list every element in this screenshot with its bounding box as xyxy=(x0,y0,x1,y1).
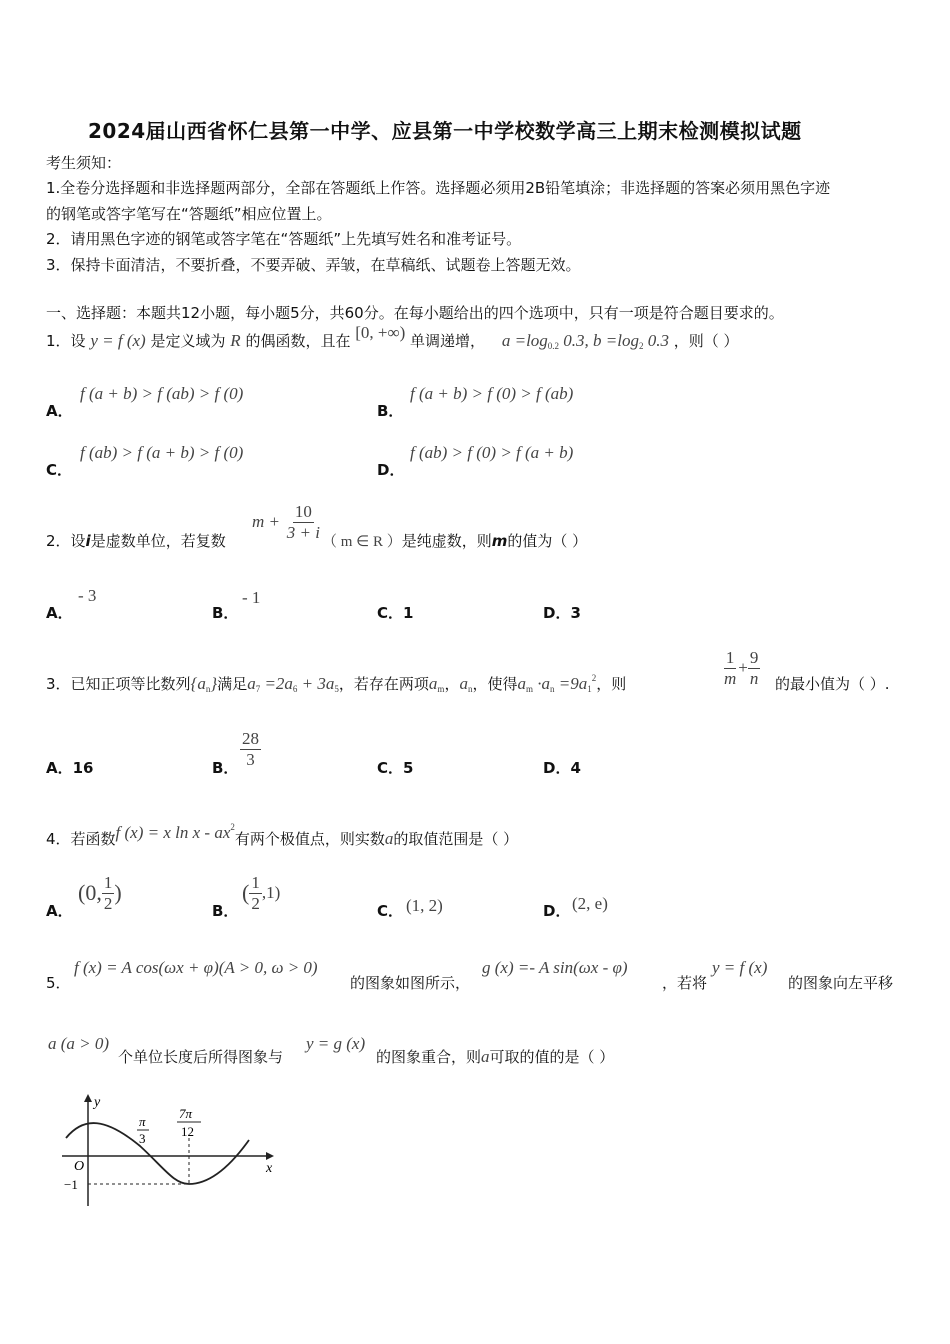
q4-option-d-label: D． xyxy=(543,902,571,920)
q3-recurrence: $a_7 =2a_6 + 3a_5$ xyxy=(247,674,339,694)
q3-option-d: D．4 xyxy=(543,759,581,777)
tick1-denominator: 3 xyxy=(139,1131,146,1146)
q1-option-b: f (a + b) > f (0) > f (ab) xyxy=(410,384,574,403)
q3-sequence: $\{a_n\}$ xyxy=(190,674,218,694)
x-axis-label: x xyxy=(266,1161,273,1176)
q2-prefix: 2．设i是虚数单位，若复数 xyxy=(46,532,226,550)
q3-product: $a_m \cdot a_n =9a_1^2$ xyxy=(517,673,597,694)
q1-option-a: f (a + b) > f (ab) > f (0) xyxy=(80,384,244,403)
q5-text-4: 的图象向左平移 xyxy=(788,974,894,992)
q1-option-a-label: A． xyxy=(46,402,73,420)
q4-option-c-label: C． xyxy=(377,902,404,920)
y-axis-label: y xyxy=(94,1095,101,1110)
q1-option-b-label: B． xyxy=(377,402,404,420)
q5-text-5: 个单位长度后所得图象与 xyxy=(118,1048,284,1066)
q3-option-b-label: B． xyxy=(212,759,239,777)
question-3: 3．已知正项等比数列$\{a_n\}$满足$a_7 =2a_6 + 3a_5$，若存在两项$a_m$，$a_n$，使得$a_m \cdot a_n =9a_1^2$，则 xyxy=(46,673,627,694)
q3-suffix: 的最小值为（ ）. xyxy=(775,675,890,693)
notice-heading: 考生须知： xyxy=(46,154,122,172)
q5-text-2: 的图象如图所示， xyxy=(350,974,471,992)
q1-option-c-label: C． xyxy=(46,461,73,479)
q2-complex-expression: m + $\frac{10}{3 + i}$ xyxy=(252,502,320,542)
q5-cosine-graph xyxy=(44,1088,284,1210)
q1-math-function: y = f (x) xyxy=(90,331,146,350)
q5-text-3: ，若将 xyxy=(662,974,708,992)
q1-text-4: 单调递增， xyxy=(410,332,486,350)
tick2-numerator: 7π xyxy=(179,1106,193,1121)
q2-option-b: - 1 xyxy=(242,588,261,607)
q1-text-3: 的偶函数，且在 xyxy=(245,332,351,350)
section-heading: 一、选择题：本题共12小题，每小题5分，共60分。在每小题给出的四个选项中，只有一项是符合题目要求的。 xyxy=(46,304,784,322)
cosine-curve xyxy=(66,1123,249,1184)
question-1 xyxy=(46,323,739,351)
q2-suffix: （ m ∈ R ）是纯虚数，则m的值为（ ） xyxy=(322,532,588,550)
q1-math-ab: $a =\log_{0.2}$ 0.3, $b =\log_2$ 0.3 xyxy=(501,331,669,351)
q1-math-domain: R xyxy=(230,331,241,350)
question-4: 4．若函数f (x) = x ln x - $ax^2$有两个极值点，则实数a的取值范围是（ ） xyxy=(46,822,519,848)
notice-item-3: 3．保持卡面清洁，不要折叠，不要弄破、弄皱，在草稿纸、试题卷上答题无效。 xyxy=(46,256,581,274)
origin-label: O xyxy=(74,1159,85,1174)
q1-text-2: 是定义域为 xyxy=(150,332,226,350)
notice-item-1-line-2: 的钢笔或答字笔写在“答题纸”相应位置上。 xyxy=(46,205,332,223)
q1-text-1: 1．设 xyxy=(46,332,86,350)
q3-option-c: C．5 xyxy=(377,759,414,777)
q5-y-gx: y = g (x) xyxy=(306,1034,366,1053)
q4-option-a-label: A． xyxy=(46,902,73,920)
q4-option-b-label: B． xyxy=(212,902,239,920)
q5-f-definition: f (x) = A cos(ωx + φ)(A > 0, ω > 0) xyxy=(74,958,318,977)
q2-option-c: C．1 xyxy=(377,604,414,622)
q5-label: 5． xyxy=(46,974,71,992)
q4-option-b: ( $\frac{1}{2}$ ,1) xyxy=(242,873,281,913)
q2-option-b-label: B． xyxy=(212,604,239,622)
q2-option-a-label: A． xyxy=(46,604,73,622)
tick2-denominator: 12 xyxy=(181,1124,194,1139)
q2-option-d: D．3 xyxy=(543,604,581,622)
q4-option-a: (0, $\frac{1}{2}$ ) xyxy=(78,873,122,913)
q1-option-d: f (ab) > f (0) > f (a + b) xyxy=(410,443,574,462)
q4-function: f (x) = x ln x - $ax^2$ xyxy=(115,822,235,842)
q4-option-d: (2, e) xyxy=(572,894,608,913)
y-axis-arrow xyxy=(84,1094,92,1102)
x-axis-arrow xyxy=(266,1152,274,1160)
tick1-numerator: π xyxy=(139,1114,146,1129)
min-label: −1 xyxy=(64,1177,78,1192)
q1-text-5: ，则（ ） xyxy=(673,332,739,350)
notice-item-2: 2．请用黑色字迹的钢笔或答字笔在“答题纸”上先填写姓名和准考证号。 xyxy=(46,230,522,248)
q5-y-fx: y = f (x) xyxy=(712,958,768,977)
q4-option-c: (1, 2) xyxy=(406,896,443,915)
q5-text-6: 的图象重合，则a可取的值的是（ ） xyxy=(376,1047,615,1066)
q3-fraction-expression: $\frac{1}{m}$ + $\frac{9}{n}$ xyxy=(724,648,759,688)
q1-option-c: f (ab) > f (a + b) > f (0) xyxy=(80,443,244,462)
q1-math-interval: [0, +∞) xyxy=(355,323,406,342)
q3-option-b: $\frac{28}{3}$ xyxy=(242,729,259,769)
q3-option-a: A．16 xyxy=(46,759,94,777)
page-title: 2024届山西省怀仁县第一中学、应县第一中学校数学高三上期末检测模拟试题 xyxy=(88,119,802,143)
q1-option-d-label: D． xyxy=(377,461,405,479)
q5-g-definition: g (x) =- A sin(ωx - φ) xyxy=(482,958,628,977)
notice-item-1-line-1: 1.全卷分选择题和非选择题两部分，全部在答题纸上作答。选择题必须用2B铅笔填涂；非选择题的答案必须用黑色字迹 xyxy=(46,179,831,197)
q2-option-a: - 3 xyxy=(78,586,97,605)
q5-a-condition: a (a > 0) xyxy=(48,1034,110,1053)
